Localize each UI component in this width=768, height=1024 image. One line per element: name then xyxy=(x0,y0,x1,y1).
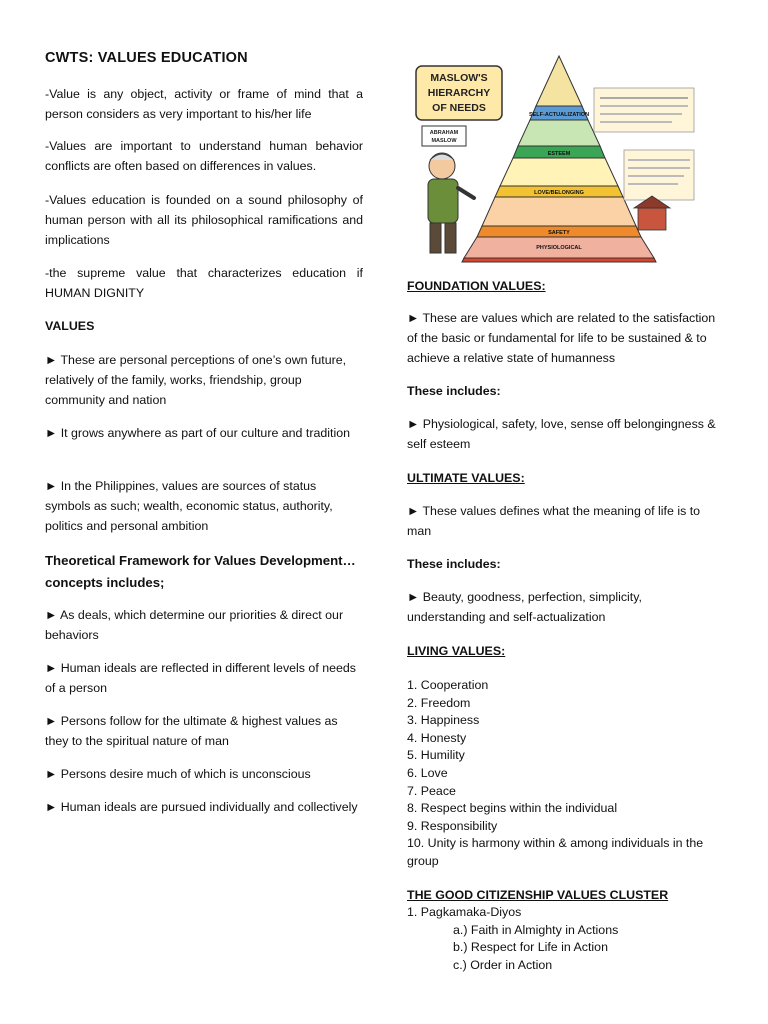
foundation-list: ► Physiological, safety, love, sense off belongingness & self esteem xyxy=(407,417,716,451)
pyramid-tier-love-band xyxy=(500,158,618,186)
tier-label: ESTEEM xyxy=(547,151,571,157)
values-bullet: ► It grows anywhere as part of our culture and tradition xyxy=(45,426,350,440)
intro-paragraph: -Values education is founded on a sound philosophy of human person with all its philosophical ramifications and implications xyxy=(45,193,363,247)
figure-title-line: OF NEEDS xyxy=(432,102,486,114)
foundation-includes: These includes: xyxy=(407,384,501,398)
list-item: 10. Unity is harmony within & among individuals in the group xyxy=(407,836,704,868)
tier-label: SAFETY xyxy=(548,230,570,236)
tier-label: PHYSIOLOGICAL xyxy=(536,245,582,251)
figure-title-plaque xyxy=(416,66,502,120)
foundation-text: ► These are values which are related to the satisfaction of the basic or fundamental for life to be sustained & to achieve a relative state of humanness xyxy=(407,311,716,365)
list-item: 2. Freedom xyxy=(407,695,471,710)
citizenship-heading: THE GOOD CITIZENSHIP VALUES CLUSTER xyxy=(407,888,669,902)
ultimate-list: ► Beauty, goodness, perfection, simplicity, understanding and self-actualization xyxy=(407,590,642,624)
intro-paragraph: -the supreme value that characterizes education if HUMAN DIGNITY xyxy=(45,266,363,300)
list-item: 7. Peace xyxy=(407,783,456,798)
pyramid-tier-safety-band xyxy=(482,197,636,226)
ultimate-text: ► These values defines what the meaning of life is to man xyxy=(407,504,701,538)
pyramid-tier-physiological xyxy=(462,258,656,262)
tier-label: LOVE/BELONGING xyxy=(534,190,584,196)
list-item: 1. Pagkamaka-Diyos xyxy=(407,905,522,919)
citizenship-list xyxy=(407,904,723,974)
list-item: 4. Honesty xyxy=(407,730,467,745)
list-subitem: c.) Order in Action xyxy=(453,957,553,972)
tier-label: SELF-ACTUALIZATION xyxy=(528,112,590,118)
living-heading: LIVING VALUES: xyxy=(407,644,506,658)
intro-paragraph: -Value is any object, activity or frame of mind that a person considers as very important to his/her life xyxy=(45,87,363,121)
figure-title-line: HIERARCHY xyxy=(427,87,491,99)
foundation-heading: FOUNDATION VALUES: xyxy=(407,279,546,293)
list-item: 3. Happiness xyxy=(407,713,480,728)
framework-bullet: ► Human ideals are pursued individually and collectively xyxy=(45,800,358,814)
values-bullet: ► In the Philippines, values are sources of status symbols as such; wealth, economic status, authority, politics and personal ambition xyxy=(45,479,333,533)
framework-bullet: ► As deals, which determine our priorities & direct our behaviors xyxy=(45,608,344,642)
ultimate-includes: These includes: xyxy=(407,557,501,571)
figure-title-line: MASLOW'S xyxy=(430,72,488,84)
list-item: 8. Respect begins within the individual xyxy=(407,801,618,816)
svg-text:MASLOW: MASLOW xyxy=(431,138,457,144)
values-bullet: ► These are personal perceptions of one’s own future, relatively of the family, works, friendship, group community and nation xyxy=(45,353,347,407)
framework-heading: Theoretical Framework for Values Development…concepts includes; xyxy=(45,553,356,590)
list-item: 5. Humility xyxy=(407,748,465,763)
living-values-list xyxy=(407,677,723,871)
list-item: 9. Responsibility xyxy=(407,818,498,833)
ultimate-heading: ULTIMATE VALUES: xyxy=(407,471,525,485)
list-item: 1. Cooperation xyxy=(407,678,489,692)
list-subitem: a.) Faith in Almighty in Actions xyxy=(453,922,619,937)
maslow-pyramid-figure xyxy=(412,48,698,263)
framework-bullet: ► Persons follow for the ultimate & highest values as they to the spiritual nature of man xyxy=(45,714,338,748)
pyramid-tier-esteem-band xyxy=(518,120,600,146)
page-title: CWTS: VALUES EDUCATION xyxy=(45,50,248,66)
maslow-pyramid-svg xyxy=(412,48,698,263)
values-heading: VALUES xyxy=(45,319,95,333)
person-label xyxy=(422,126,466,146)
framework-bullet: ► Persons desire much of which is unconscious xyxy=(45,767,311,781)
framework-bullet: ► Human ideals are reflected in different levels of needs of a person xyxy=(45,661,356,695)
list-subitem: b.) Respect for Life in Action xyxy=(453,940,608,955)
svg-text:ABRAHAM: ABRAHAM xyxy=(429,130,459,136)
intro-paragraph: -Values are important to understand human behavior conflicts are often based on differences in values. xyxy=(45,139,363,173)
list-item: 6. Love xyxy=(407,765,448,780)
